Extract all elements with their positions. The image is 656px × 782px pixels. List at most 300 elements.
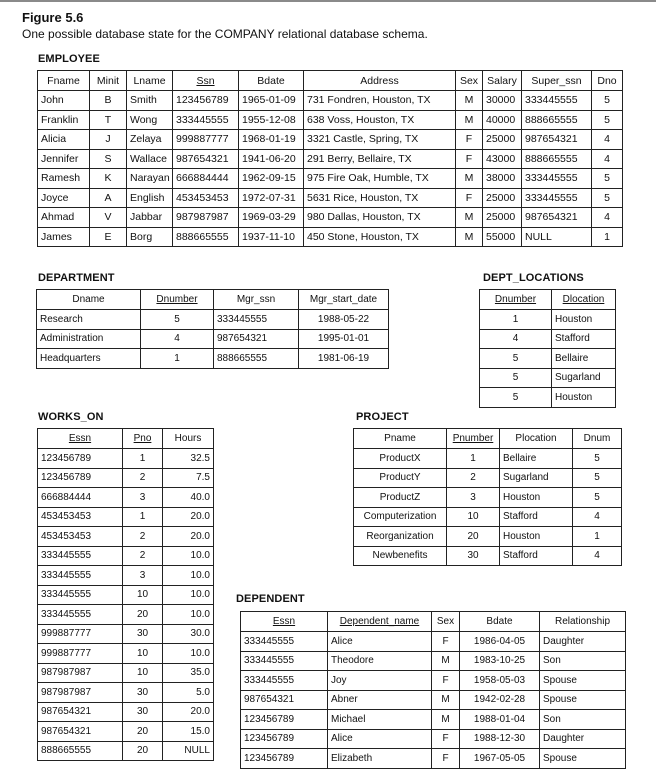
works-on-cell: 2 — [123, 468, 163, 488]
employee-cell: 333445555 — [522, 91, 592, 111]
employee-cell: Ahmad — [38, 208, 90, 228]
employee-cell: 1962-09-15 — [239, 169, 304, 189]
employee-cell: 975 Fire Oak, Humble, TX — [304, 169, 456, 189]
project-cell: 5 — [573, 449, 622, 469]
project-cell: Newbenefits — [354, 546, 447, 566]
works-on-cell: NULL — [163, 741, 214, 761]
employee-table-row — [38, 130, 623, 150]
works-on-cell: 333445555 — [38, 566, 123, 586]
employee-cell: B — [90, 91, 127, 111]
works-on-table-row — [38, 683, 214, 703]
dependent-cell: M — [432, 651, 460, 671]
employee-cell: 291 Berry, Bellaire, TX — [304, 149, 456, 169]
project-cell: ProductY — [354, 468, 447, 488]
employee-cell: 4 — [592, 130, 623, 150]
employee-cell: 1969-03-29 — [239, 208, 304, 228]
employee-cell: Jabbar — [127, 208, 173, 228]
dependent-cell: Theodore — [328, 651, 432, 671]
employee-table-row — [38, 169, 623, 189]
works-on-cell: 15.0 — [163, 722, 214, 742]
employee-cell: 987654321 — [522, 208, 592, 228]
top-border-line — [0, 0, 656, 2]
works-on-table — [37, 428, 214, 761]
employee-table-row — [38, 208, 623, 228]
employee-cell: Jennifer — [38, 149, 90, 169]
works-on-cell: 2 — [123, 527, 163, 547]
employee-cell: English — [127, 188, 173, 208]
department-column-header: Dname — [37, 290, 141, 310]
project-cell: 1 — [573, 527, 622, 547]
dept-locations-table-row — [480, 388, 616, 408]
employee-cell: K — [90, 169, 127, 189]
project-table-row — [354, 449, 622, 469]
works-on-table-row — [38, 663, 214, 683]
works-on-cell: 123456789 — [38, 468, 123, 488]
works-on-cell: 10.0 — [163, 566, 214, 586]
works-on-cell: 7.5 — [163, 468, 214, 488]
works-on-table-row — [38, 488, 214, 508]
department-column-header: Mgr_start_date — [299, 290, 389, 310]
works-on-cell: 987987987 — [38, 663, 123, 683]
employee-cell: T — [90, 110, 127, 130]
project-table-row — [354, 527, 622, 547]
employee-cell: 4 — [592, 208, 623, 228]
works-on-table-name: WORKS_ON — [38, 411, 104, 423]
employee-cell: 888665555 — [522, 149, 592, 169]
employee-cell: 4 — [592, 149, 623, 169]
project-cell: ProductX — [354, 449, 447, 469]
figure-caption: One possible database state for the COMPANY relational database schema. — [22, 27, 428, 41]
works-on-table-row — [38, 566, 214, 586]
project-cell: Houston — [500, 527, 573, 547]
employee-cell: 5 — [592, 188, 623, 208]
project-cell: 4 — [573, 546, 622, 566]
department-cell: 1988-05-22 — [299, 310, 389, 330]
dept-locations-cell: 4 — [480, 329, 552, 349]
dependent-cell: Elizabeth — [328, 749, 432, 769]
project-cell: 30 — [447, 546, 500, 566]
dependent-cell: 333445555 — [241, 651, 328, 671]
dependent-cell: 1988-12-30 — [460, 729, 540, 749]
employee-table-row — [38, 149, 623, 169]
dependent-cell: F — [432, 749, 460, 769]
dependent-table — [240, 611, 626, 769]
dept-locations-column-header: Dnumber — [480, 290, 552, 310]
project-cell: 20 — [447, 527, 500, 547]
employee-column-header: Dno — [592, 71, 623, 91]
works-on-cell: 333445555 — [38, 605, 123, 625]
dependent-table-row — [241, 749, 626, 769]
dept-locations-cell: 5 — [480, 368, 552, 388]
employee-cell: M — [456, 169, 483, 189]
project-cell: Computerization — [354, 507, 447, 527]
department-cell: 1995-01-01 — [299, 329, 389, 349]
dept-locations-cell: Houston — [552, 388, 616, 408]
dept-locations-cell: Houston — [552, 310, 616, 330]
employee-cell: 987654321 — [522, 130, 592, 150]
dept-locations-cell: 5 — [480, 388, 552, 408]
dept-locations-cell: 1 — [480, 310, 552, 330]
employee-cell: 453453453 — [173, 188, 239, 208]
employee-cell: 987654321 — [173, 149, 239, 169]
works-on-cell: 3 — [123, 488, 163, 508]
works-on-column-header: Essn — [38, 429, 123, 449]
employee-cell: Narayan — [127, 169, 173, 189]
project-column-header: Pnumber — [447, 429, 500, 449]
dependent-column-header: Bdate — [460, 612, 540, 632]
employee-cell: 1972-07-31 — [239, 188, 304, 208]
employee-cell: Joyce — [38, 188, 90, 208]
dependent-cell: 123456789 — [241, 710, 328, 730]
works-on-cell: 10 — [123, 644, 163, 664]
works-on-cell: 10.0 — [163, 585, 214, 605]
works-on-table-row — [38, 702, 214, 722]
department-table-row — [37, 310, 389, 330]
dependent-cell: 1986-04-05 — [460, 632, 540, 652]
dependent-cell: Son — [540, 651, 626, 671]
works-on-cell: 20 — [123, 605, 163, 625]
dependent-column-header: Essn — [241, 612, 328, 632]
department-header-row — [37, 290, 389, 310]
employee-cell: 888665555 — [173, 227, 239, 247]
employee-cell: E — [90, 227, 127, 247]
dept-locations-table-row — [480, 310, 616, 330]
employee-column-header: Sex — [456, 71, 483, 91]
employee-cell: V — [90, 208, 127, 228]
works-on-cell: 40.0 — [163, 488, 214, 508]
employee-cell: 43000 — [483, 149, 522, 169]
dept-locations-header-row — [480, 290, 616, 310]
dependent-cell: 333445555 — [241, 632, 328, 652]
employee-cell: 638 Voss, Houston, TX — [304, 110, 456, 130]
department-column-header: Dnumber — [141, 290, 214, 310]
dept-locations-cell: Bellaire — [552, 349, 616, 369]
employee-table-row — [38, 110, 623, 130]
department-cell: 5 — [141, 310, 214, 330]
works-on-cell: 987654321 — [38, 702, 123, 722]
dependent-cell: F — [432, 632, 460, 652]
dept-locations-cell: Sugarland — [552, 368, 616, 388]
employee-cell: S — [90, 149, 127, 169]
works-on-table-row — [38, 527, 214, 547]
dependent-cell: Joy — [328, 671, 432, 691]
dependent-cell: Spouse — [540, 690, 626, 710]
works-on-cell: 20 — [123, 741, 163, 761]
employee-cell: 55000 — [483, 227, 522, 247]
works-on-header-row — [38, 429, 214, 449]
employee-cell: F — [456, 130, 483, 150]
department-cell: Research — [37, 310, 141, 330]
works-on-cell: 20.0 — [163, 702, 214, 722]
works-on-cell: 1 — [123, 449, 163, 469]
dept-locations-table — [479, 289, 616, 408]
dependent-cell: Alice — [328, 729, 432, 749]
employee-cell: F — [456, 149, 483, 169]
employee-cell: Zelaya — [127, 130, 173, 150]
employee-column-header: Bdate — [239, 71, 304, 91]
works-on-table-row — [38, 644, 214, 664]
employee-cell: 5 — [592, 169, 623, 189]
project-cell: Bellaire — [500, 449, 573, 469]
works-on-cell: 453453453 — [38, 527, 123, 547]
dependent-cell: Spouse — [540, 749, 626, 769]
project-cell: Stafford — [500, 507, 573, 527]
dependent-table-row — [241, 651, 626, 671]
department-table-name: DEPARTMENT — [38, 272, 115, 284]
dependent-table-row — [241, 710, 626, 730]
project-cell: Reorganization — [354, 527, 447, 547]
works-on-cell: 20 — [123, 722, 163, 742]
works-on-table-row — [38, 741, 214, 761]
department-cell: Headquarters — [37, 349, 141, 369]
works-on-cell: 30 — [123, 624, 163, 644]
works-on-cell: 20.0 — [163, 527, 214, 547]
works-on-cell: 123456789 — [38, 449, 123, 469]
project-cell: Stafford — [500, 546, 573, 566]
employee-cell: 38000 — [483, 169, 522, 189]
works-on-cell: 987987987 — [38, 683, 123, 703]
dependent-cell: 1983-10-25 — [460, 651, 540, 671]
works-on-cell: 666884444 — [38, 488, 123, 508]
project-cell: 2 — [447, 468, 500, 488]
employee-header-row — [38, 71, 623, 91]
works-on-cell: 10.0 — [163, 644, 214, 664]
works-on-cell: 999887777 — [38, 624, 123, 644]
employee-cell: 40000 — [483, 110, 522, 130]
works-on-cell: 2 — [123, 546, 163, 566]
employee-cell: 1 — [592, 227, 623, 247]
works-on-table-row — [38, 468, 214, 488]
employee-cell: 987987987 — [173, 208, 239, 228]
project-cell: 10 — [447, 507, 500, 527]
works-on-cell: 32.5 — [163, 449, 214, 469]
employee-cell: Franklin — [38, 110, 90, 130]
dependent-cell: Daughter — [540, 729, 626, 749]
works-on-column-header: Pno — [123, 429, 163, 449]
project-column-header: Pname — [354, 429, 447, 449]
dependent-cell: 987654321 — [241, 690, 328, 710]
dept-locations-table-row — [480, 329, 616, 349]
works-on-cell: 888665555 — [38, 741, 123, 761]
project-cell: 4 — [573, 507, 622, 527]
employee-cell: M — [456, 91, 483, 111]
dependent-cell: Alice — [328, 632, 432, 652]
department-table — [36, 289, 389, 369]
dependent-table-row — [241, 729, 626, 749]
employee-cell: 5 — [592, 91, 623, 111]
employee-column-header: Minit — [90, 71, 127, 91]
dependent-header-row — [241, 612, 626, 632]
department-cell: Administration — [37, 329, 141, 349]
employee-cell: 1941-06-20 — [239, 149, 304, 169]
works-on-cell: 1 — [123, 507, 163, 527]
works-on-cell: 333445555 — [38, 546, 123, 566]
employee-column-header: Address — [304, 71, 456, 91]
dependent-column-header: Sex — [432, 612, 460, 632]
dept-locations-cell: 5 — [480, 349, 552, 369]
employee-cell: 980 Dallas, Houston, TX — [304, 208, 456, 228]
employee-cell: James — [38, 227, 90, 247]
project-header-row — [354, 429, 622, 449]
dependent-cell: 123456789 — [241, 749, 328, 769]
employee-cell: 666884444 — [173, 169, 239, 189]
employee-cell: 333445555 — [522, 188, 592, 208]
employee-cell: 5631 Rice, Houston, TX — [304, 188, 456, 208]
works-on-table-row — [38, 605, 214, 625]
project-column-header: Dnum — [573, 429, 622, 449]
dept-locations-table-row — [480, 368, 616, 388]
works-on-table-row — [38, 507, 214, 527]
works-on-cell: 30.0 — [163, 624, 214, 644]
works-on-cell: 5.0 — [163, 683, 214, 703]
employee-cell: 25000 — [483, 188, 522, 208]
employee-cell: 999887777 — [173, 130, 239, 150]
works-on-cell: 30 — [123, 702, 163, 722]
works-on-cell: 453453453 — [38, 507, 123, 527]
dependent-cell: 1958-05-03 — [460, 671, 540, 691]
employee-cell: F — [456, 188, 483, 208]
dependent-column-header: Dependent_name — [328, 612, 432, 632]
employee-column-header: Lname — [127, 71, 173, 91]
dependent-cell: F — [432, 671, 460, 691]
works-on-cell: 999887777 — [38, 644, 123, 664]
employee-column-header: Super_ssn — [522, 71, 592, 91]
works-on-cell: 20.0 — [163, 507, 214, 527]
works-on-table-row — [38, 722, 214, 742]
dependent-cell: M — [432, 690, 460, 710]
dept-locations-table-row — [480, 349, 616, 369]
dependent-cell: M — [432, 710, 460, 730]
employee-cell: M — [456, 227, 483, 247]
employee-cell: 5 — [592, 110, 623, 130]
employee-cell: 333445555 — [173, 110, 239, 130]
dependent-cell: Daughter — [540, 632, 626, 652]
dept-locations-cell: Stafford — [552, 329, 616, 349]
department-table-row — [37, 349, 389, 369]
department-cell: 333445555 — [214, 310, 299, 330]
department-column-header: Mgr_ssn — [214, 290, 299, 310]
works-on-cell: 10 — [123, 585, 163, 605]
department-cell: 987654321 — [214, 329, 299, 349]
dept-locations-column-header: Dlocation — [552, 290, 616, 310]
employee-cell: Ramesh — [38, 169, 90, 189]
works-on-table-row — [38, 585, 214, 605]
dependent-cell: F — [432, 729, 460, 749]
dependent-cell: Spouse — [540, 671, 626, 691]
employee-cell: 25000 — [483, 130, 522, 150]
employee-column-header: Fname — [38, 71, 90, 91]
dependent-cell: 1942-02-28 — [460, 690, 540, 710]
employee-cell: 333445555 — [522, 169, 592, 189]
employee-cell: M — [456, 110, 483, 130]
project-table-row — [354, 488, 622, 508]
department-table-row — [37, 329, 389, 349]
project-cell: 5 — [573, 488, 622, 508]
employee-cell: 25000 — [483, 208, 522, 228]
employee-table-name: EMPLOYEE — [38, 53, 100, 65]
works-on-column-header: Hours — [163, 429, 214, 449]
dept-locations-table-name: DEPT_LOCATIONS — [483, 272, 584, 284]
project-cell: Sugarland — [500, 468, 573, 488]
employee-table-row — [38, 188, 623, 208]
dependent-column-header: Relationship — [540, 612, 626, 632]
works-on-table-row — [38, 624, 214, 644]
works-on-cell: 35.0 — [163, 663, 214, 683]
project-table-row — [354, 468, 622, 488]
department-cell: 888665555 — [214, 349, 299, 369]
dependent-table-row — [241, 632, 626, 652]
employee-cell: John — [38, 91, 90, 111]
dependent-cell: Son — [540, 710, 626, 730]
employee-table-row — [38, 91, 623, 111]
employee-cell: 450 Stone, Houston, TX — [304, 227, 456, 247]
dependent-cell: 333445555 — [241, 671, 328, 691]
project-column-header: Plocation — [500, 429, 573, 449]
works-on-cell: 30 — [123, 683, 163, 703]
works-on-cell: 3 — [123, 566, 163, 586]
employee-cell: 1937-11-10 — [239, 227, 304, 247]
project-cell: 5 — [573, 468, 622, 488]
project-table-row — [354, 546, 622, 566]
employee-cell: 731 Fondren, Houston, TX — [304, 91, 456, 111]
employee-column-header: Ssn — [173, 71, 239, 91]
project-cell: 3 — [447, 488, 500, 508]
works-on-cell: 10.0 — [163, 546, 214, 566]
dependent-cell: 123456789 — [241, 729, 328, 749]
dependent-table-name: DEPENDENT — [236, 593, 305, 605]
employee-cell: A — [90, 188, 127, 208]
employee-cell: 123456789 — [173, 91, 239, 111]
employee-cell: 1968-01-19 — [239, 130, 304, 150]
employee-cell: Smith — [127, 91, 173, 111]
employee-cell: Wong — [127, 110, 173, 130]
project-table-name: PROJECT — [356, 411, 409, 423]
works-on-table-row — [38, 449, 214, 469]
dependent-table-row — [241, 671, 626, 691]
dependent-cell: 1988-01-04 — [460, 710, 540, 730]
employee-cell: 30000 — [483, 91, 522, 111]
employee-cell: M — [456, 208, 483, 228]
employee-table-row — [38, 227, 623, 247]
department-cell: 1981-06-19 — [299, 349, 389, 369]
employee-cell: Wallace — [127, 149, 173, 169]
project-cell: 1 — [447, 449, 500, 469]
project-table-row — [354, 507, 622, 527]
department-cell: 1 — [141, 349, 214, 369]
dependent-table-row — [241, 690, 626, 710]
employee-cell: 888665555 — [522, 110, 592, 130]
works-on-cell: 333445555 — [38, 585, 123, 605]
employee-cell: Alicia — [38, 130, 90, 150]
dependent-cell: Abner — [328, 690, 432, 710]
department-cell: 4 — [141, 329, 214, 349]
works-on-cell: 987654321 — [38, 722, 123, 742]
employee-cell: NULL — [522, 227, 592, 247]
employee-column-header: Salary — [483, 71, 522, 91]
employee-cell: Borg — [127, 227, 173, 247]
project-table — [353, 428, 622, 566]
dependent-cell: 1967-05-05 — [460, 749, 540, 769]
employee-table — [37, 70, 623, 247]
dependent-cell: Michael — [328, 710, 432, 730]
employee-cell: 1955-12-08 — [239, 110, 304, 130]
works-on-cell: 10.0 — [163, 605, 214, 625]
employee-cell: 3321 Castle, Spring, TX — [304, 130, 456, 150]
works-on-table-row — [38, 546, 214, 566]
works-on-cell: 10 — [123, 663, 163, 683]
employee-cell: J — [90, 130, 127, 150]
project-cell: ProductZ — [354, 488, 447, 508]
